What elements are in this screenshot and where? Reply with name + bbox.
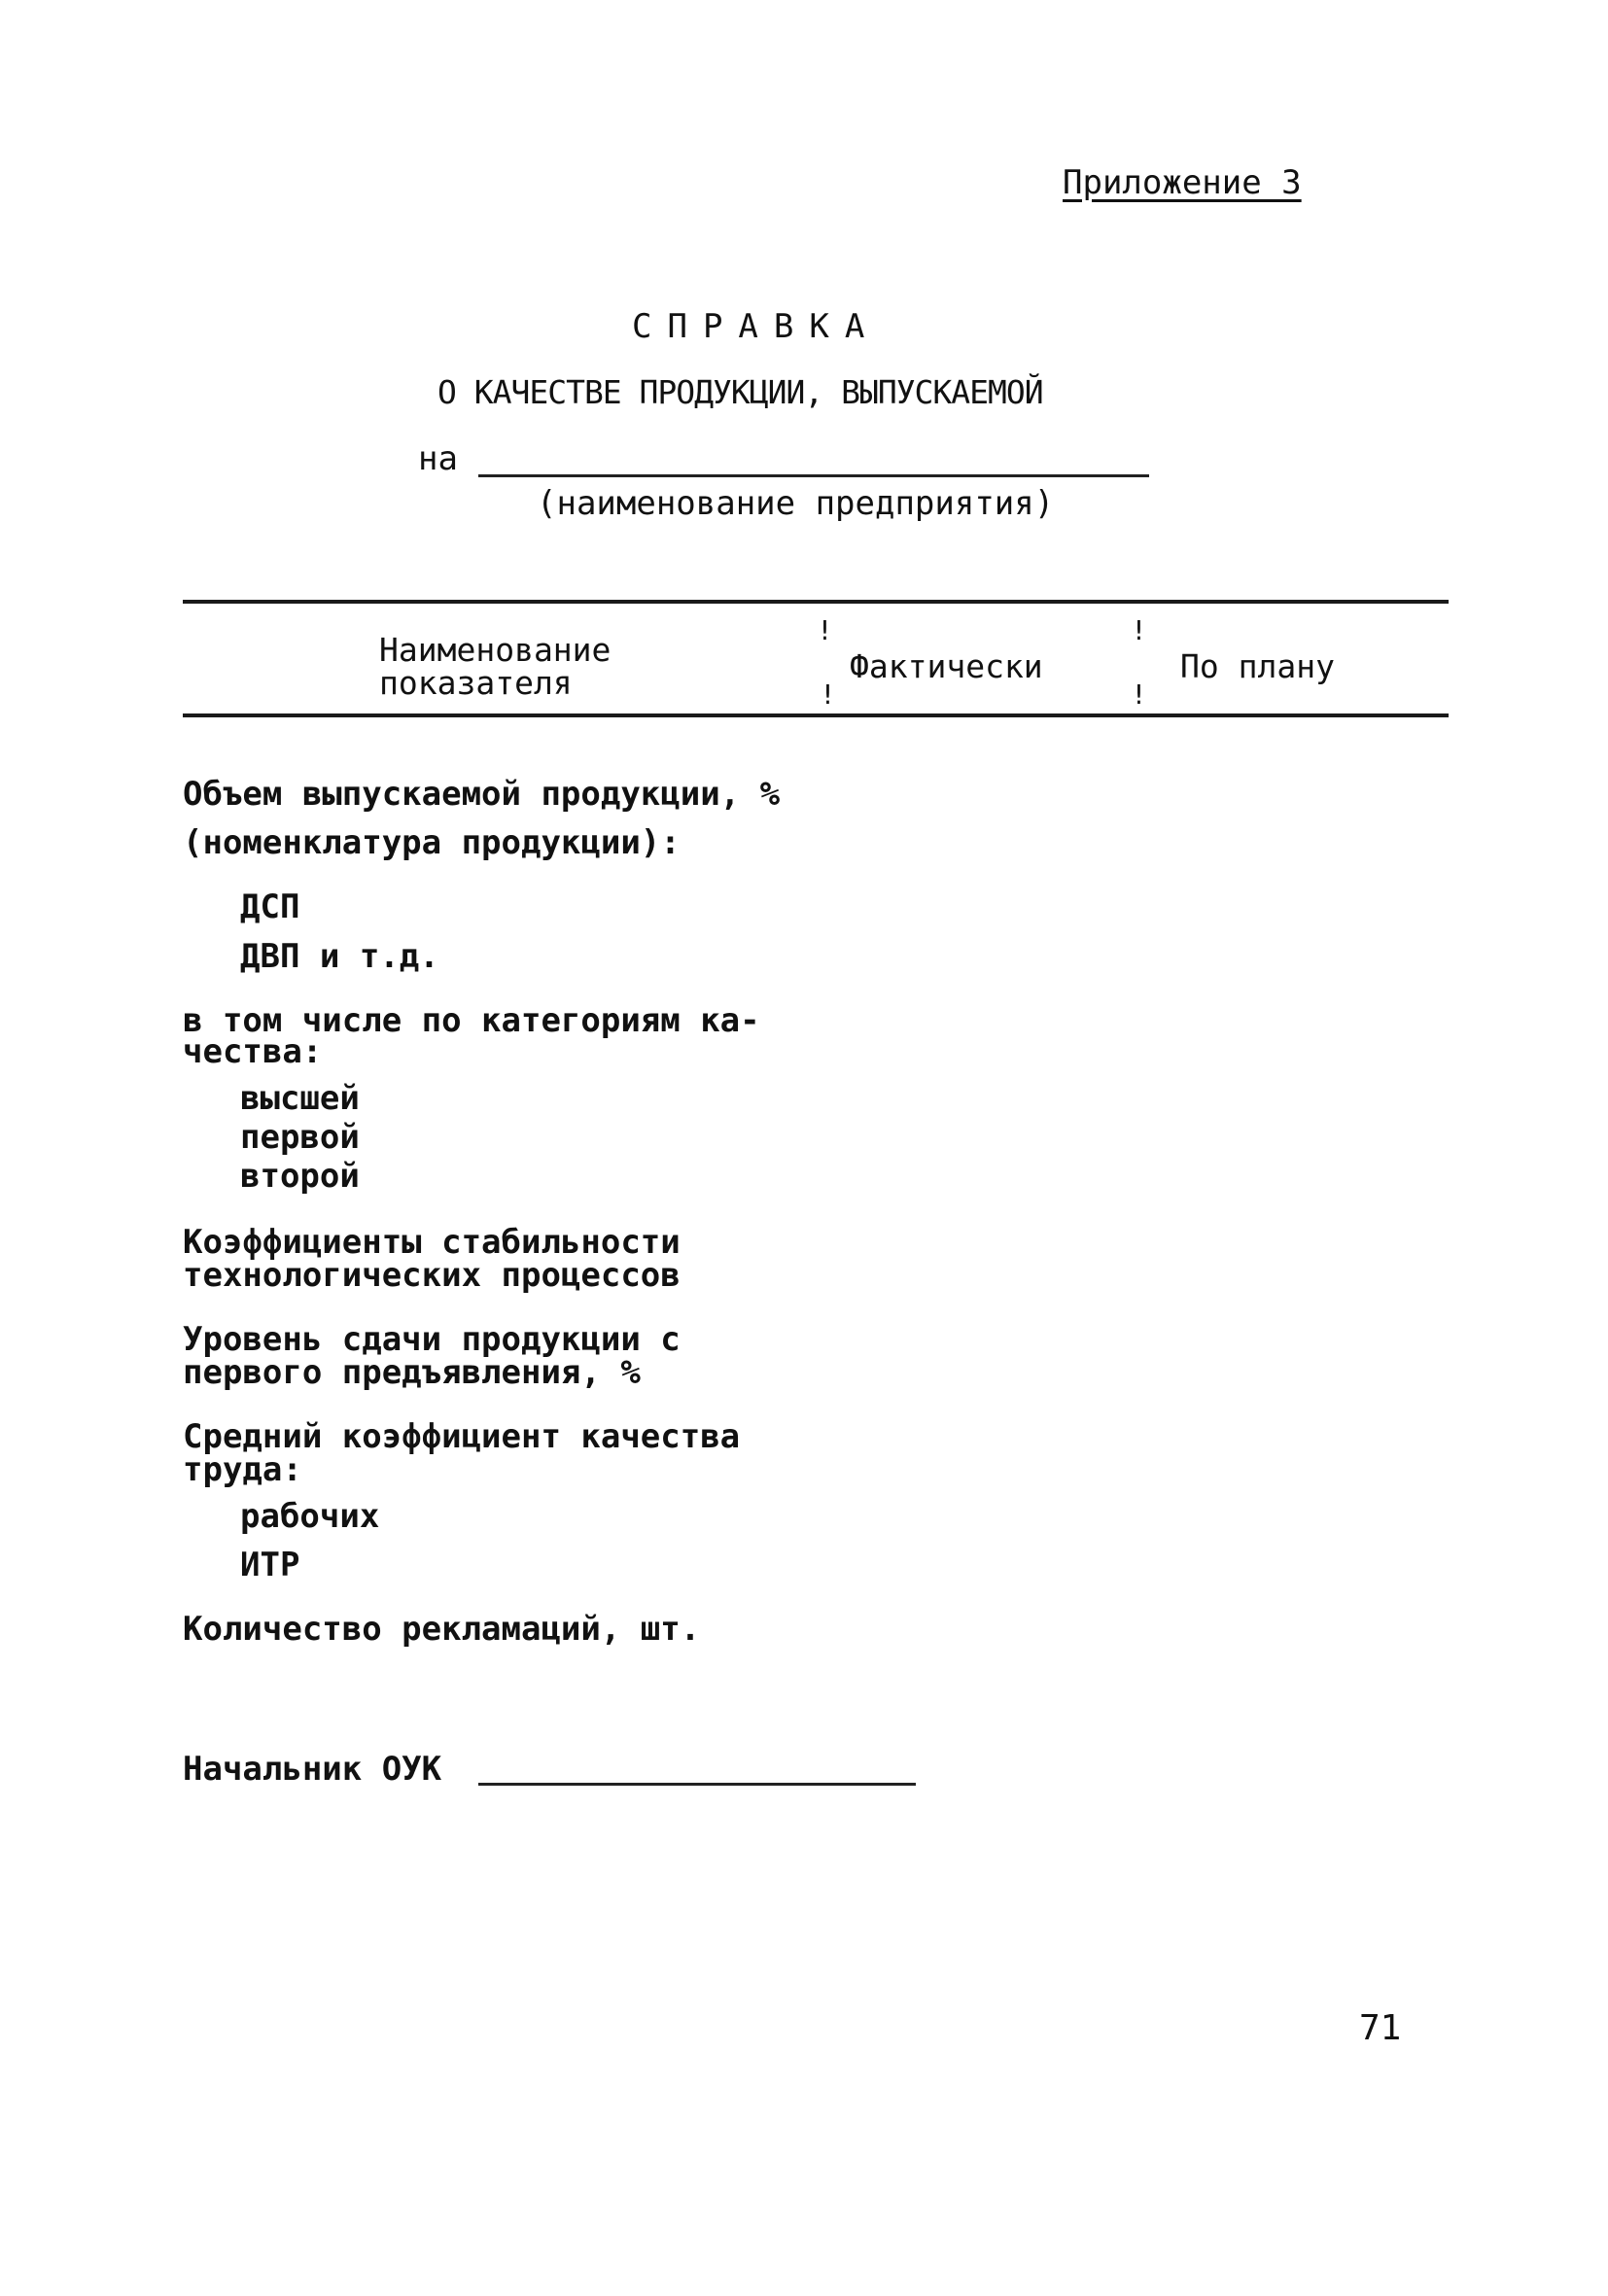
row-labor-quality-cont: труда: xyxy=(183,1450,302,1489)
column-separator: ! xyxy=(1131,614,1147,646)
enterprise-caption: (наименование предприятия) xyxy=(537,484,1055,523)
document-title: СПРАВКА xyxy=(632,307,881,346)
row-labor-quality: Средний коэффициент качества xyxy=(183,1417,741,1456)
enterprise-prefix: на xyxy=(418,439,458,478)
table-top-rule xyxy=(183,600,1449,604)
row-quality-categories: в том числе по категориям ка- xyxy=(183,1001,760,1040)
signature-blank-line xyxy=(478,1783,916,1786)
row-highest: высшей xyxy=(240,1079,360,1118)
row-first-presentation: Уровень сдачи продукции с xyxy=(183,1320,681,1359)
row-first: первой xyxy=(240,1118,360,1157)
row-complaints: Количество рекламаций, шт. xyxy=(183,1610,701,1649)
signature-label: Начальник ОУК xyxy=(183,1750,442,1789)
row-quality-categories-cont: чества: xyxy=(183,1032,323,1071)
row-nomenclature: (номенклатура продукции): xyxy=(183,823,681,862)
page-number: 71 xyxy=(1359,2008,1402,2048)
row-itr: ИТР xyxy=(240,1546,300,1584)
row-second: второй xyxy=(240,1157,360,1196)
row-workers: рабочих xyxy=(240,1497,380,1536)
header-plan: По плану xyxy=(1180,647,1335,685)
header-indicator-name: Наименование показателя xyxy=(379,631,612,702)
document-subtitle: О КАЧЕСТВЕ ПРОДУКЦИИ, ВЫПУСКАЕМОЙ xyxy=(437,373,1043,411)
row-stability-coefficients: Коэффициенты стабильности xyxy=(183,1223,681,1262)
row-output-volume: Объем выпускаемой продукции, % xyxy=(183,775,781,814)
table-header-bottom-rule xyxy=(183,713,1449,717)
column-separator: ! xyxy=(817,614,833,646)
header-actual: Фактически xyxy=(850,647,1043,685)
row-dsp: ДСП xyxy=(240,887,300,926)
column-separator: ! xyxy=(1131,678,1147,711)
row-stability-coefficients-cont: технологических процессов xyxy=(183,1256,681,1295)
enterprise-blank-line xyxy=(478,474,1149,477)
appendix-label: Приложение 3 xyxy=(1063,163,1302,202)
column-separator: ! xyxy=(820,678,836,711)
row-dvp: ДВП и т.д. xyxy=(240,937,439,976)
row-first-presentation-cont: первого предъявления, % xyxy=(183,1353,641,1392)
